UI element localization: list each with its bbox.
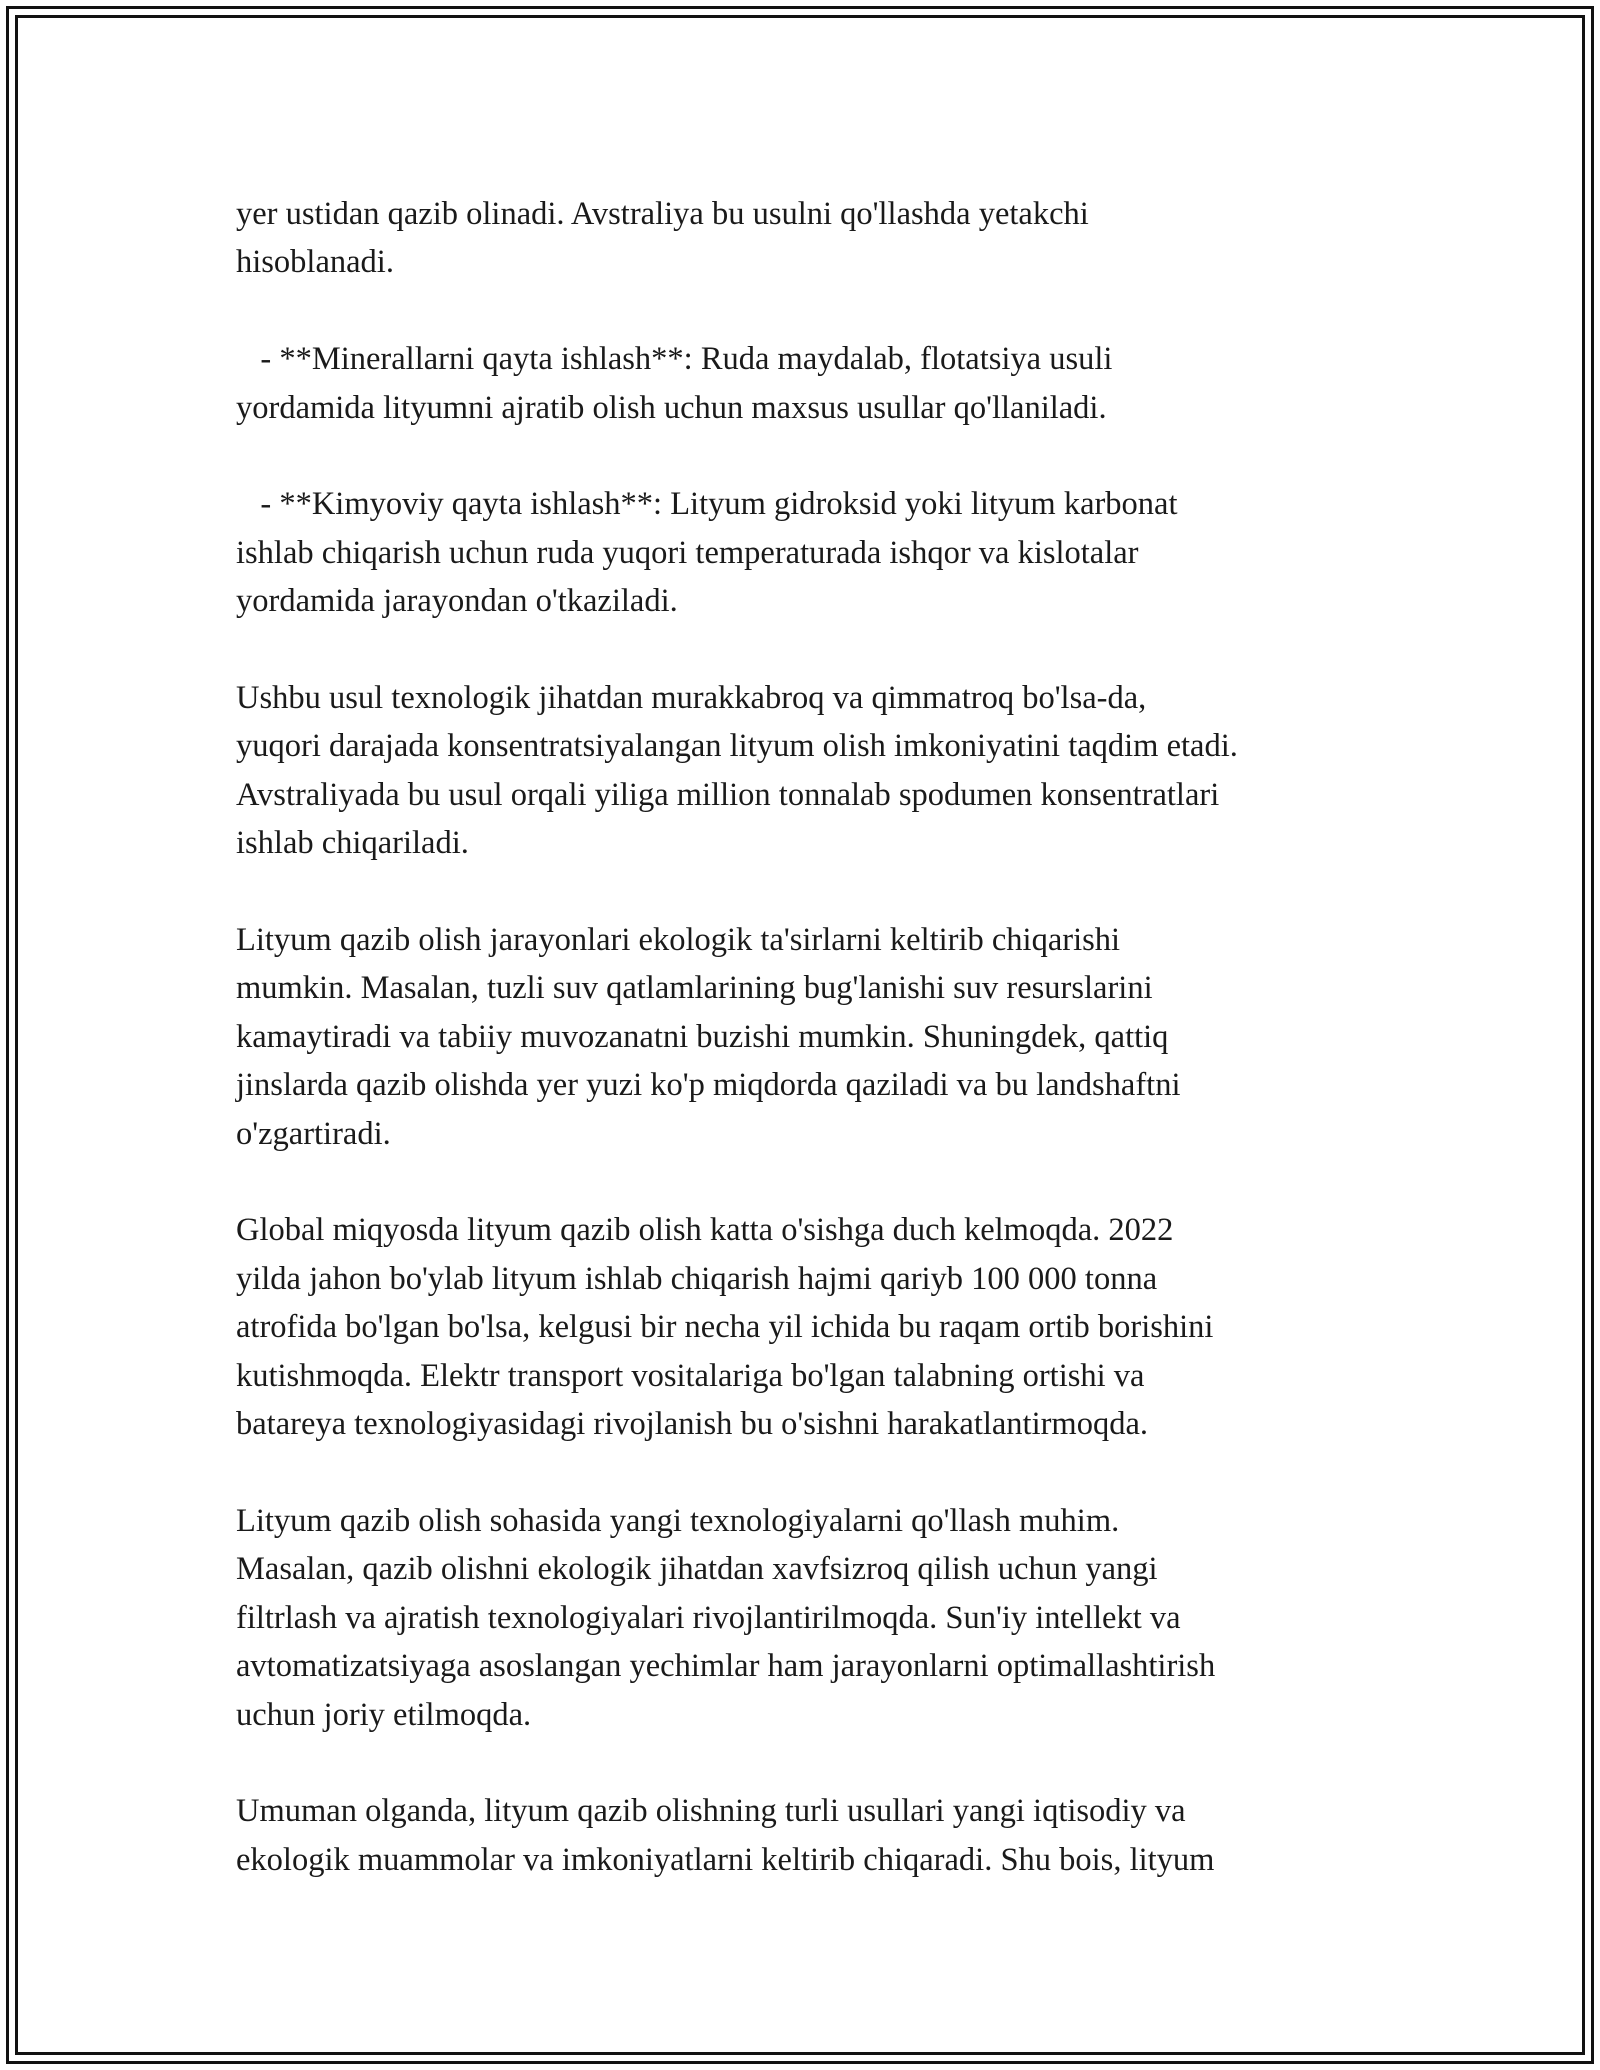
paragraph-global-growth: Global miqyosda lityum qazib olish katta o'sishga duch kelmoqda. 2022 yilda jahon bo'ylab lityum ishlab chiqarish hajmi qariyb 100 000 tonna atrofida bo'lgan bo'lsa, kelgusi bir necha yil ichida bu raqam ortib borishini kutishmoqda. Elektr transport vositalariga bo'lgan talabning ortishi va batareya texnologiyasidagi rivojlanish bu o'sishni harakatlantirmoqda. [236,1212,1214,1443]
paragraph-new-technologies: Lityum qazib olish sohasida yangi texnologiyalarni qo'llash muhim. Masalan, qazib olishni ekologik jihatdan xavfsizroq qilish uchun yangi filtrlash va ajratish texnologiyalari rivojlantirilmoqda. Sun'iy intellekt va avtomatizatsiyaga asoslangan yechimlar ham jarayonlarni optimallashtirish uchun joriy etilmoqda. [236,1502,1216,1733]
document-body [236,190,1386,1884]
paragraph-method-summary: Ushbu usul texnologik jihatdan murakkabroq va qimmatroq bo'lsa-da, yuqori darajada konsentratsiyalangan lityum olish imkoniyatini taqdim etadi. Avstraliyada bu usul orqali yiliga million tonnalab spodumen konsentratlari ishlab chiqariladi. [236,680,1238,862]
paragraph-intro-continuation: yer ustidan qazib olinadi. Avstraliya bu usulni qo'llashda yetakchi hisoblanadi. [236,196,1089,281]
list-item-chemical-processing: - **Kimyoviy qayta ishlash**: Lityum gidroksid yoki lityum karbonat ishlab chiqarish uchun ruda yuqori temperaturada ishqor va kislotalar yordamida jarayondan o'tkaziladi. [236,486,1178,620]
paragraph-environmental-impact: Lityum qazib olish jarayonlari ekologik ta'sirlarni keltirib chiqarishi mumkin. Masalan, tuzli suv qatlamlarining bug'lanishi suv resurslarini kamaytiradi va tabiiy muvozanatni buzishi mumkin. Shuningdek, qattiq jinslarda qazib olishda yer yuzi ko'p miqdorda qaziladi va bu landshaftni o'zgartiradi. [236,922,1181,1152]
paragraph-conclusion: Umuman olganda, lityum qazib olishning turli usullari yangi iqtisodiy va ekologik muammolar va imkoniyatlarni keltirib chiqaradi. Shu bois, lityum [236,1793,1215,1878]
list-item-mineral-processing: - **Minerallarni qayta ishlash**: Ruda maydalab, flotatsiya usuli yordamida lityumni ajratib olish uchun maxsus usullar qo'llaniladi. [236,341,1113,426]
